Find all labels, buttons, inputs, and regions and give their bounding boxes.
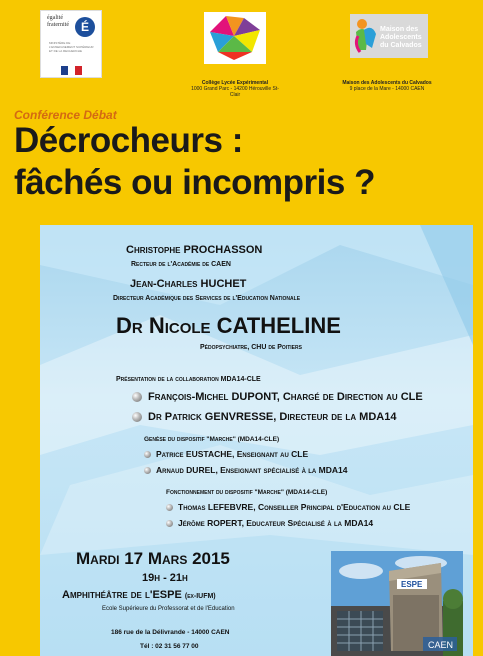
photo-city-text: CAEN bbox=[428, 640, 454, 650]
program-panel bbox=[40, 225, 473, 656]
speaker-3-role: Pédopsychiatre, CHU de Poitiers bbox=[200, 344, 302, 351]
section-1-item: François-Michel DUPONT, Chargé de Direction au CLE bbox=[132, 391, 423, 403]
section-2-item: Arnaud DUREL, Enseignant spécialisé à la MDA14 bbox=[144, 465, 347, 475]
mda-logo bbox=[350, 14, 428, 58]
bullet-icon bbox=[132, 392, 142, 402]
college-address: 1000 Grand Parc - 14200 Hérouville St-Clair bbox=[191, 86, 279, 98]
speaker-1-role: Recteur de l'Académie de CAEN bbox=[131, 261, 231, 268]
section-1-title: Présentation de la collaboration MDA14-CLE bbox=[116, 376, 261, 383]
mda-partner-info bbox=[335, 80, 439, 92]
college-logo bbox=[204, 12, 266, 64]
section-2-item: Patrice EUSTACHE, Enseignant au CLE bbox=[144, 449, 308, 459]
speaker-1-name: Christophe PROCHASSON bbox=[126, 244, 263, 256]
title-line-1: Décrocheurs : bbox=[14, 121, 243, 160]
section-2-title: Genèse du dispositif "Marche" (MDA14-CLE) bbox=[144, 436, 280, 443]
event-time: 19h - 21h bbox=[142, 572, 188, 584]
event-type: Conférence Débat bbox=[14, 108, 117, 122]
speaker-3-name: Dr Nicole CATHELINE bbox=[116, 313, 341, 338]
section-3-item: Jérôme ROPERT, Educateur Spécialisé à la MDA14 bbox=[166, 518, 373, 528]
ministry-logo-text: MINISTÈRE DE L'ENSEIGNEMENT SUPÉRIEUR ET DE LA RECHERCHE bbox=[49, 41, 94, 53]
mda-name: Maison des Adolescents du Calvados bbox=[342, 80, 432, 86]
bullet-icon bbox=[166, 520, 173, 527]
ministry-logo: égalité fraternité É MINISTÈRE DE L'ENSEIGNEMENT SUPÉRIEUR ET DE LA RECHERCHE bbox=[40, 10, 102, 78]
bullet-icon bbox=[144, 451, 151, 458]
college-partner-info bbox=[190, 80, 280, 98]
bullet-icon bbox=[166, 504, 173, 511]
venue-school-name: Ecole Supérieure du Professorat et de l'Education bbox=[102, 606, 235, 612]
venue-address: 186 rue de la Délivrande - 14000 CAEN bbox=[111, 629, 230, 636]
speaker-2-role: Directeur Académique des Services de l'Education Nationale bbox=[113, 295, 301, 302]
poster-title bbox=[14, 120, 375, 204]
event-venue: Amphithéâtre de l'ESPE (ex-IUFM) bbox=[62, 589, 216, 601]
title-line-2: fâchés ou incompris ? bbox=[14, 163, 375, 202]
photo-sign-text: ESPE bbox=[401, 580, 423, 589]
section-3-item: Thomas LEFEBVRE, Conseiller Principal d'Education au CLE bbox=[166, 502, 410, 512]
mda-logo-text: Maison des Adolescents du Calvados bbox=[380, 26, 422, 49]
event-date: Mardi 17 Mars 2015 bbox=[76, 549, 230, 568]
french-flag-icon bbox=[61, 66, 82, 75]
bullet-icon bbox=[144, 467, 151, 474]
speaker-2-name: Jean-Charles HUCHET bbox=[130, 278, 247, 290]
section-3-title: Fonctionnement du dispositif "Marche" (MDA14-CLE) bbox=[166, 489, 328, 496]
mda-address: 9 place de la Mare - 14000 CAEN bbox=[349, 86, 425, 92]
college-name: Collège Lycée Expérimental bbox=[201, 80, 269, 86]
venue-phone: Tél : 02 31 56 77 00 bbox=[140, 643, 199, 650]
espe-building-photo bbox=[331, 551, 463, 656]
bullet-icon bbox=[132, 412, 142, 422]
section-1-item: Dr Patrick GENVRESSE, Directeur de la MDA14 bbox=[132, 411, 396, 423]
